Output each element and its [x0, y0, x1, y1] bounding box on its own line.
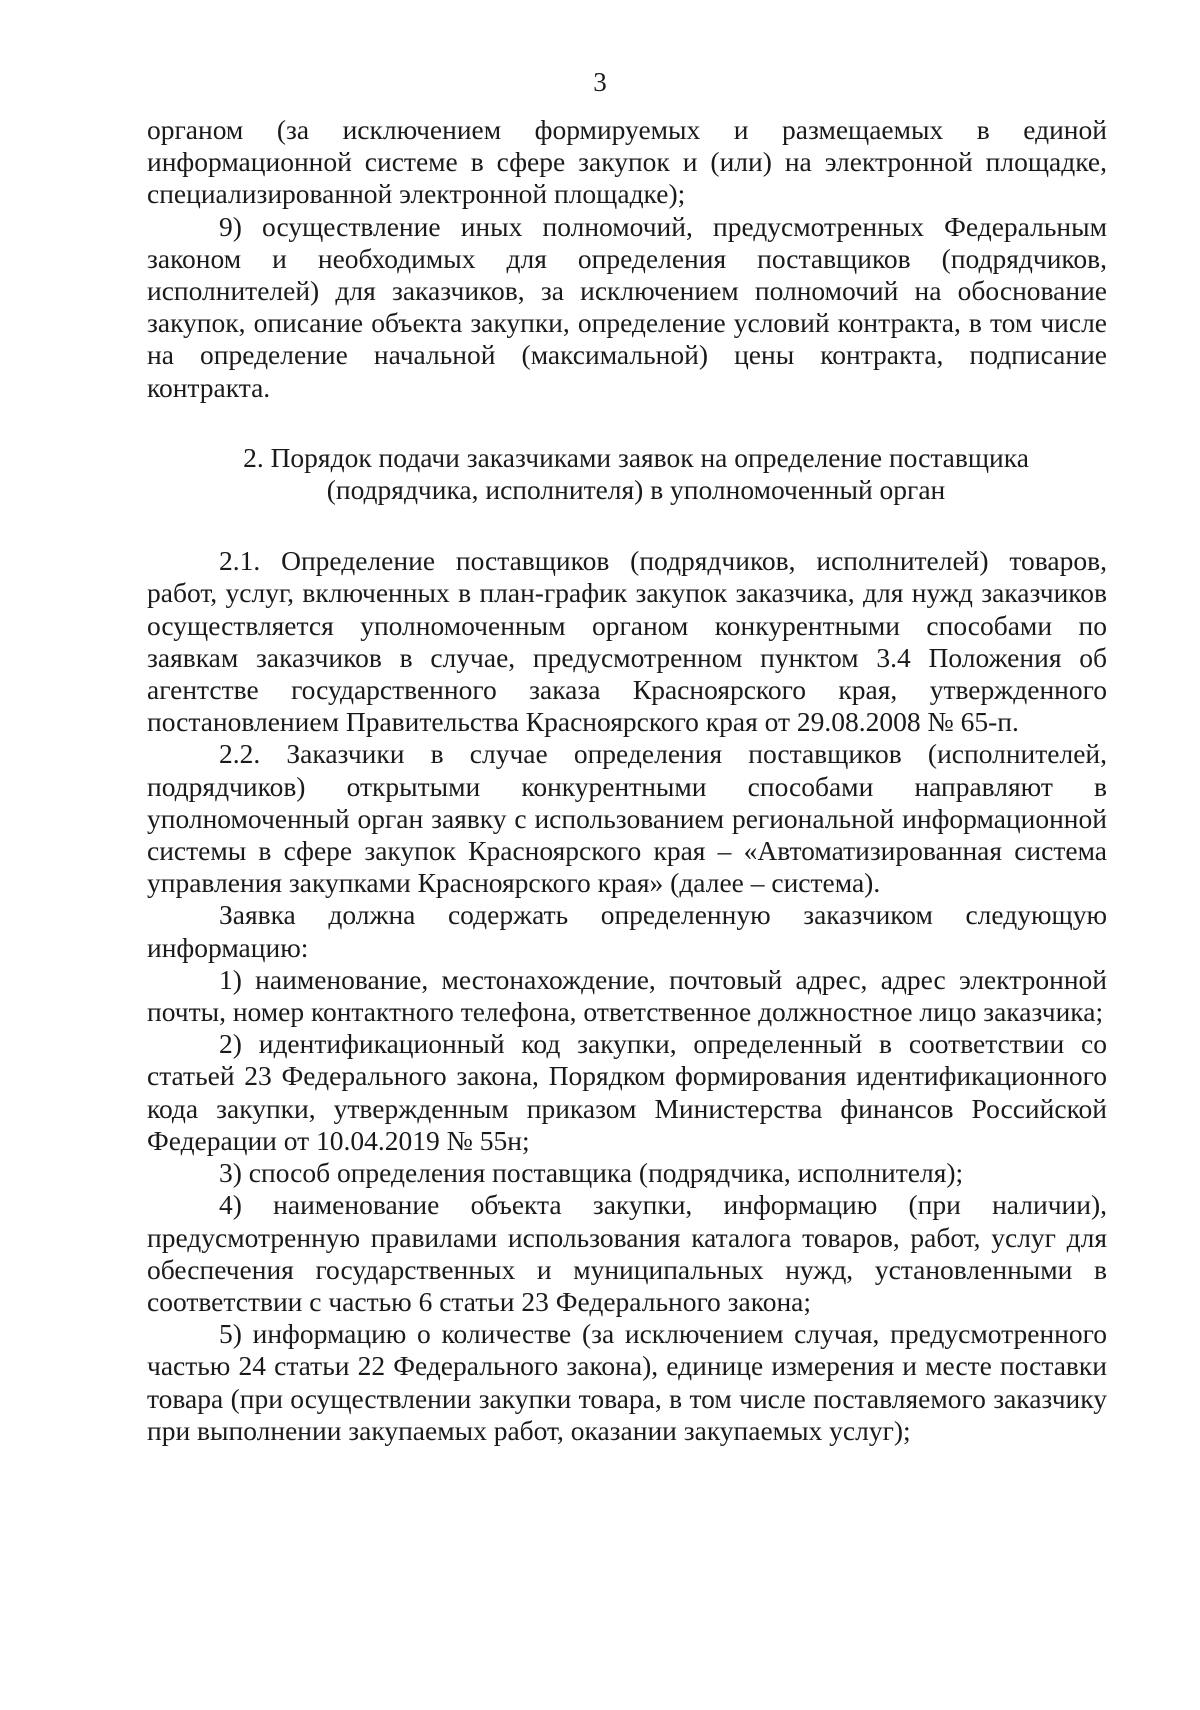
paragraph-item-3: 3) способ определения поставщика (подрядчика, исполнителя);	[219, 1157, 964, 1189]
page-number: 3	[593, 67, 607, 97]
section-heading-line-1: 2. Порядок подачи заказчиками заявок на определение поставщика	[243, 441, 1029, 473]
paragraph-continuation: органом (за исключением формируемых и размещаемых в единой информационной системе в сфере закупок и (или) на электронной площадке, специализированной электронной площадке);	[147, 114, 1107, 210]
paragraph-item-1: 1) наименование, местонахождение, почтовый адрес, адрес электронной почты, номер контактного телефона, ответственное должностное лицо заказчика;	[147, 963, 1107, 1028]
section-heading-line-2: (подрядчика, исполнителя) в уполномоченный орган	[326, 474, 946, 506]
paragraph-application-intro: Заявка должна содержать определенную заказчиком следующую информацию:	[147, 899, 1107, 963]
document-body	[147, 114, 1107, 1447]
paragraph-item-9: 9) осуществление иных полномочий, предусмотренных Федеральным законом и необходимых для определения поставщиков (подрядчиков, исполнителей) для заказчиков, за исключением полномочий на обоснование закупок, описание объекта закупки, определение условий контракта, в том числе на определение начальной (максимальной) цены контракта, подписание контракта.	[147, 210, 1107, 403]
paragraph-item-2: 2) идентификационный код закупки, определенный в соответствии со статьей 23 Федерального закона, Порядком формирования идентификационного кода закупки, утвержденным приказом Министерства финансов Российской Федерации от 10.04.2019 № 55н;	[147, 1028, 1107, 1156]
section-heading	[147, 442, 1107, 506]
paragraph-item-4: 4) наименование объекта закупки, информацию (при наличии), предусмотренную правилами использования каталога товаров, работ, услуг для обеспечения государственных и муниципальных нужд, установленными в соответствии с частью 6 статьи 23 Федерального закона;	[147, 1189, 1107, 1317]
paragraph-2-1: 2.1. Определение поставщиков (подрядчиков, исполнителей) товаров, работ, услуг, включенных в план-график закупок заказчика, для нужд заказчиков осуществляется уполномоченным органом конкурентными способами по заявкам заказчиков в случае, предусмотренном пунктом 3.4 Положения об агентстве государственного заказа Красноярского края, утвержденного постановлением Правительства Красноярского края от 29.08.2008 № 65-п.	[147, 545, 1107, 738]
paragraph-item-5: 5) информацию о количестве (за исключением случая, предусмотренного частью 24 статьи 22 Федерального закона), единице измерения и месте поставки товара (при осуществлении закупки товара, в том числе поставляемого заказчику при выполнении закупаемых работ, оказании закупаемых услуг);	[147, 1318, 1107, 1446]
paragraph-2-2: 2.2. Заказчики в случае определения поставщиков (исполнителей, подрядчиков) открытыми конкурентными способами направляют в уполномоченный орган заявку с использованием региональной информационной системы в сфере закупок Красноярского края – «Автоматизированная система управления закупками Красноярского края» (далее – система).	[147, 738, 1107, 899]
